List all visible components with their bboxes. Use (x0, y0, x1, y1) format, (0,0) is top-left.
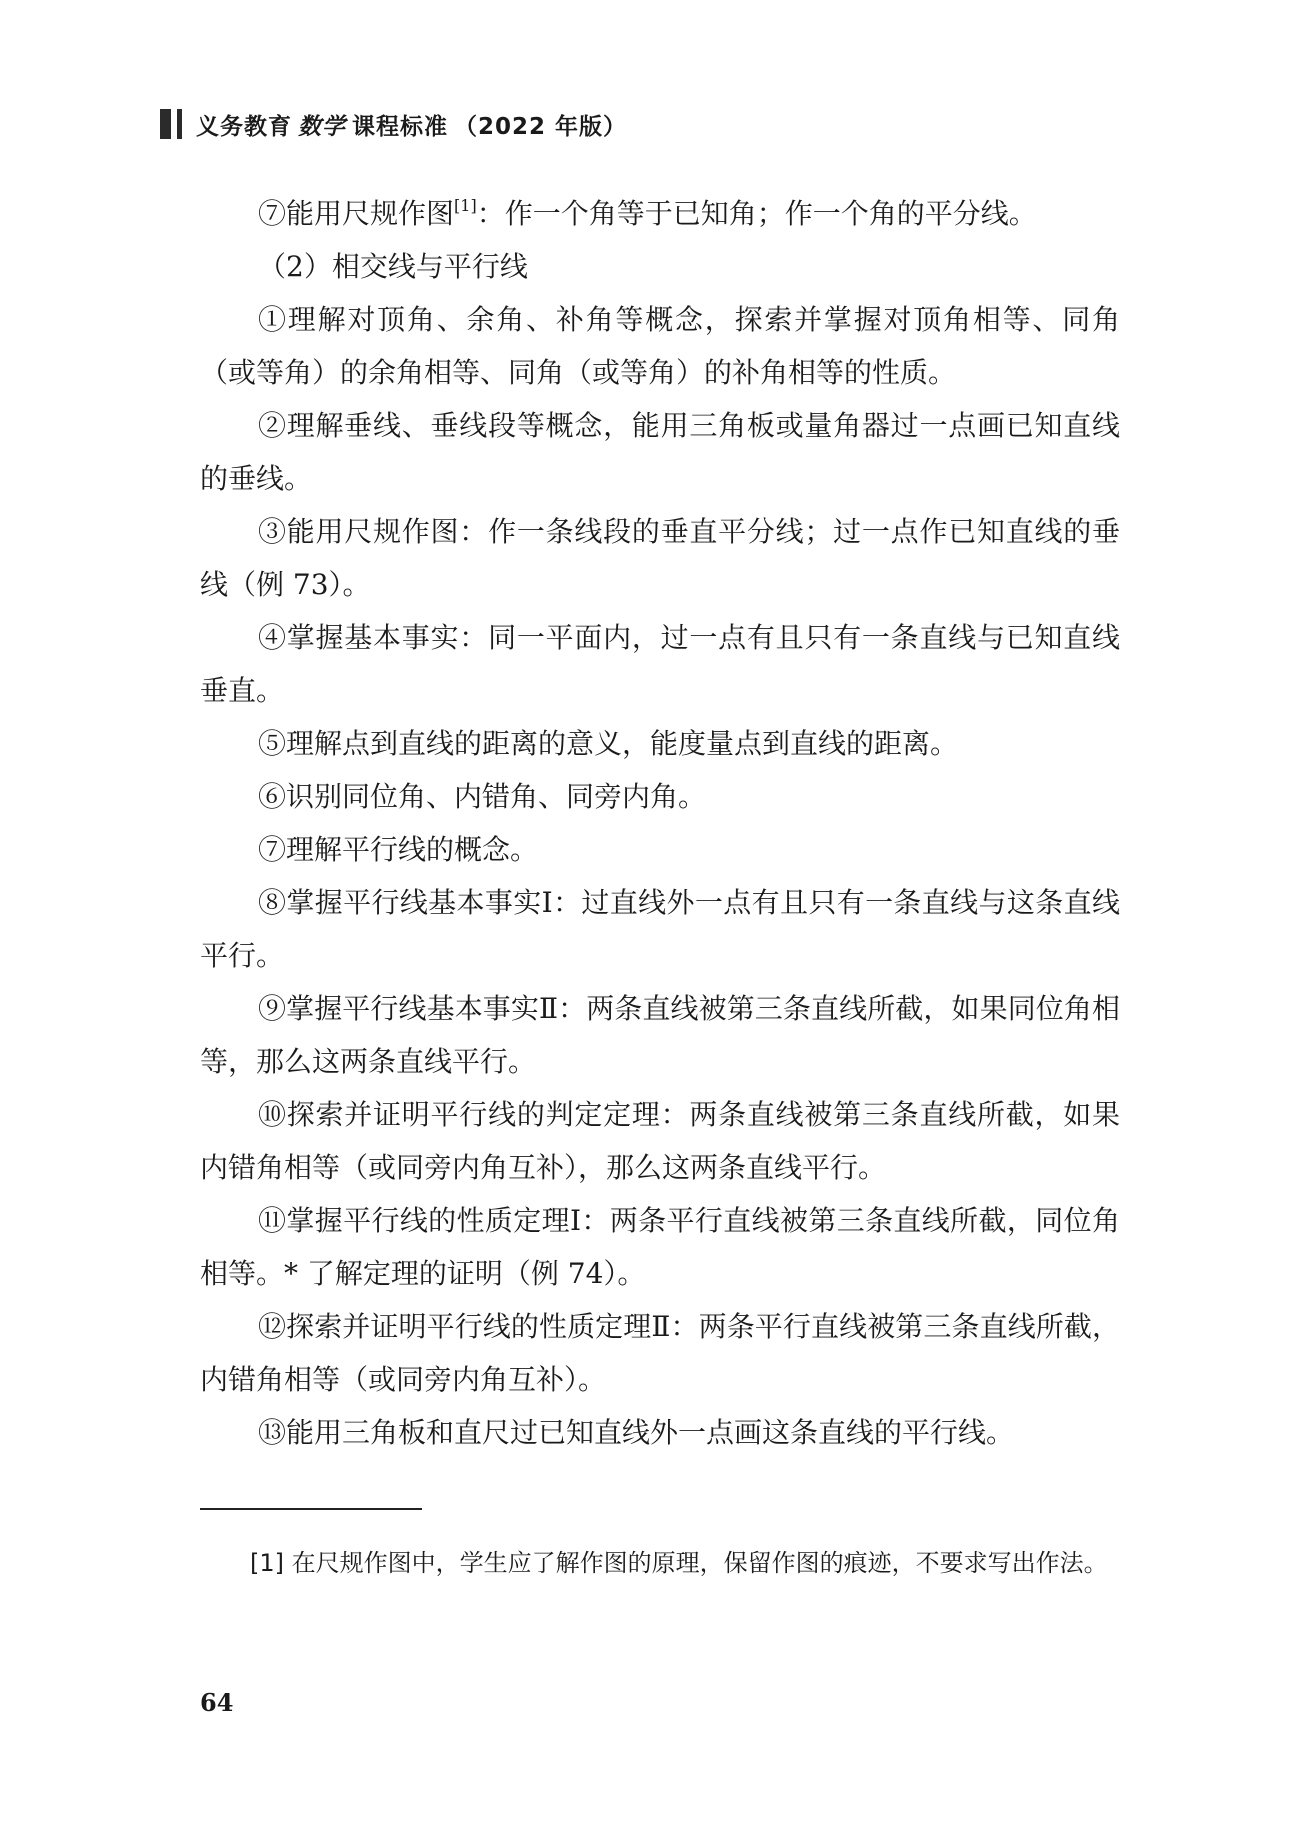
paragraph: ⑩探索并证明平行线的判定定理：两条直线被第三条直线所截，如果内错角相等（或同旁内角互补），那么这两条直线平行。 (200, 1098, 1120, 1184)
header-title (196, 108, 627, 141)
header-bars-decoration (160, 109, 182, 139)
paragraph: ⑪掌握平行线的性质定理Ⅰ：两条平行直线被第三条直线所截，同位角相等。* 了解定理的证明（例 74）。 (200, 1204, 1120, 1290)
header-edition: （2022 年版） (454, 113, 628, 140)
header-rest: 课程标准 (352, 113, 448, 140)
paragraph: ①理解对顶角、余角、补角等概念，探索并掌握对顶角相等、同角（或等角）的余角相等、同角（或等角）的补角相等的性质。 (200, 303, 1120, 389)
paragraph: ②理解垂线、垂线段等概念，能用三角板或量角器过一点画已知直线的垂线。 (200, 409, 1120, 495)
header-bar-thin (177, 109, 182, 139)
running-header (160, 104, 627, 144)
header-subject: 数学 (298, 113, 346, 140)
paragraph: ⑥识别同位角、内错角、同旁内角。 (258, 780, 707, 813)
paragraph: ③能用尺规作图：作一条线段的垂直平分线；过一点作已知直线的垂线（例 73）。 (200, 515, 1120, 601)
section-heading: （2）相交线与平行线 (258, 250, 528, 283)
paragraph: ⑦能用尺规作图[1]：作一个角等于已知角；作一个角的平分线。 (258, 196, 1037, 230)
header-bar-thick (160, 109, 171, 139)
body-text (200, 187, 1120, 1459)
header-book: 义务教育 (196, 113, 292, 140)
footnote-text: [1] 在尺规作图中，学生应了解作图的原理，保留作图的痕迹，不要求写出作法。 (250, 1549, 1108, 1577)
paragraph: ⑬能用三角板和直尺过已知直线外一点画这条直线的平行线。 (258, 1416, 1015, 1449)
paragraph: ⑫探索并证明平行线的性质定理Ⅱ：两条平行直线被第三条直线所截，内错角相等（或同旁内角互补）。 (200, 1310, 1120, 1396)
paragraph: ⑦理解平行线的概念。 (258, 833, 539, 866)
paragraph: ⑤理解点到直线的距离的意义，能度量点到直线的距离。 (258, 727, 959, 760)
footnote-ref: [1] (454, 196, 477, 215)
footnote (200, 1538, 1120, 1588)
page-number: 64 (200, 1688, 234, 1717)
paragraph: ⑨掌握平行线基本事实Ⅱ：两条直线被第三条直线所截，如果同位角相等，那么这两条直线平行。 (200, 992, 1120, 1078)
footnote-divider (200, 1508, 422, 1510)
paragraph: ⑧掌握平行线基本事实Ⅰ：过直线外一点有且只有一条直线与这条直线平行。 (200, 886, 1120, 972)
paragraph: ④掌握基本事实：同一平面内，过一点有且只有一条直线与已知直线垂直。 (200, 621, 1120, 707)
